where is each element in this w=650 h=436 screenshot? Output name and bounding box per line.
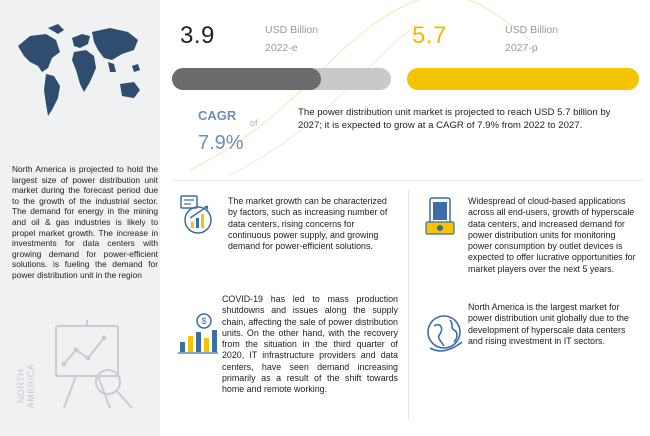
unit-label-2022: USD Billion bbox=[265, 24, 319, 36]
cagr-value: 7.9% bbox=[198, 132, 244, 154]
year-label-2027: 2027-p bbox=[505, 42, 538, 54]
growth-chart-icon bbox=[178, 192, 222, 236]
unit-label-2027: USD Billion bbox=[505, 24, 559, 36]
year-label-2022: 2022-e bbox=[265, 42, 298, 54]
insight-covid-text: COVID-19 has led to mass production shutdowns and issues along the supply chain, affecting the sale of power distribution units. On the other hand, with the recovery from the situation in the third quarter of 2020, IT infrastructure providers and data centers, have seen demand increasing primarily as a result of the shift towards home and remote working. bbox=[222, 294, 398, 395]
globe-icon bbox=[424, 312, 468, 356]
market-value-2022: 3.9 bbox=[180, 22, 215, 49]
divider-horizontal bbox=[172, 180, 642, 181]
market-value-2027: 5.7 bbox=[412, 22, 447, 49]
svg-text:$: $ bbox=[201, 316, 207, 326]
analytics-board-icon bbox=[46, 316, 146, 426]
left-panel-text: North America is projected to hold the largest size of power distribution unit market during the forecast period due to the growth of the industrial sector. The demand for energy in the mining and oil & gas industries is likely to propel market growth. The increase in investments for data centers with growing demand for power-efficient solutions. is fueling the demand for power distribution unit in the region bbox=[12, 164, 158, 280]
cagr-of-label: of bbox=[250, 118, 258, 128]
insight-growth-text: The market growth can be characterized by factors, such as increasing number of data centers, rising concerns for continuous power supply, and growing demand for power-efficient solutions. bbox=[228, 196, 388, 252]
cagr-label: CAGR bbox=[198, 108, 237, 123]
divider-vertical bbox=[408, 190, 409, 420]
world-map-icon bbox=[12, 6, 152, 136]
market-bar-2022-fill bbox=[172, 68, 321, 90]
dollar-bar-chart-icon bbox=[176, 312, 220, 356]
insight-north-america-text: North America is the largest market for power distribution unit globally due to the development of hyperscale data centers and rising investment in IT sectors. bbox=[468, 302, 629, 346]
region-side-label: NORTH AMERICA bbox=[16, 363, 36, 409]
market-summary: The power distribution unit market is projected to reach USD 5.7 billion by 2027; it is expected to grow at a CAGR of 7.9% from 2022 to 2027. bbox=[298, 107, 611, 131]
money-device-icon bbox=[420, 194, 464, 238]
insight-cloud-text: Widespread of cloud-based applications across all end-users, growth of hyperscale data centers, and increased demand for power distribution units for monitoring power consumption by outlet devices is expected to offer lucrative opportunities for market players over the next 5 years. bbox=[468, 196, 636, 274]
market-bar-2027-fill bbox=[407, 68, 639, 90]
